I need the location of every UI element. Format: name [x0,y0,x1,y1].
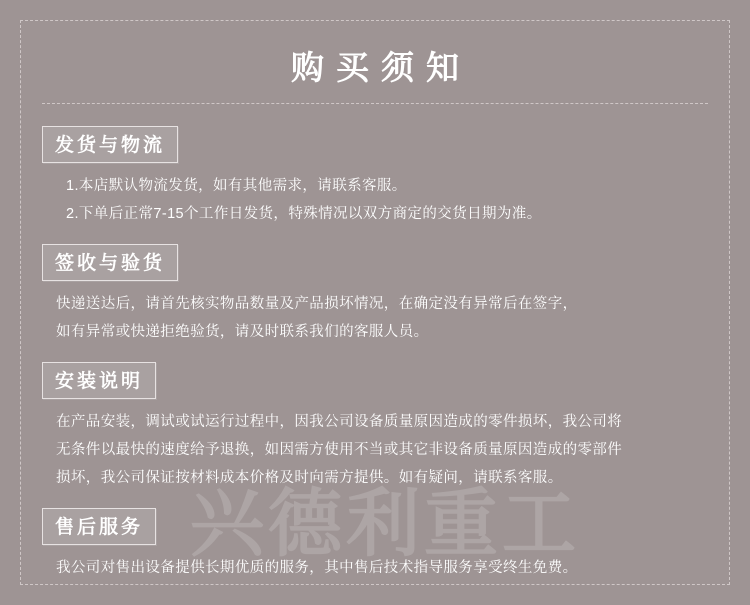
page-content [10,42,740,582]
title-divider [42,103,708,104]
page-title: 购买须知 [291,51,471,87]
section-receiving [42,244,708,346]
section-heading: 发货与物流 [42,126,178,163]
body-line: 快递送达后，请首先核实物品数量及产品损坏情况，在确定没有异常后在签字， [56,296,578,312]
body-line: 无条件以最快的速度给予退换，如因需方使用不当或其它非设备质量原因造成的零部件 [56,442,623,458]
body-line: 2.下单后正常7-15个工作日发货，特殊情况以双方商定的交货日期为准。 [66,206,542,222]
section-body [42,290,708,346]
body-line: 1.本店默认物流发货，如有其他需求，请联系客服。 [66,178,407,194]
section-heading: 签收与验货 [42,244,178,281]
section-body [42,172,708,228]
body-line: 我公司对售出设备提供长期优质的服务，其中售后技术指导服务享受终生免费。 [56,560,578,576]
section-installation [42,362,708,492]
section-shipping [42,126,708,228]
section-heading: 售后服务 [42,508,156,545]
section-heading: 安装说明 [42,362,156,399]
body-line: 如有异常或快递拒绝验货，请及时联系我们的客服人员。 [56,324,429,340]
body-line: 在产品安装，调试或试运行过程中，因我公司设备质量原因造成的零件损坏，我公司将 [56,414,623,430]
section-after-sales [42,508,708,582]
watermark-text: 兴德利重工 [190,484,580,566]
body-line: 损坏，我公司保证按材料成本价格及时向需方提供。如有疑问，请联系客服。 [56,470,563,486]
section-body [42,408,708,492]
section-body [42,554,708,582]
